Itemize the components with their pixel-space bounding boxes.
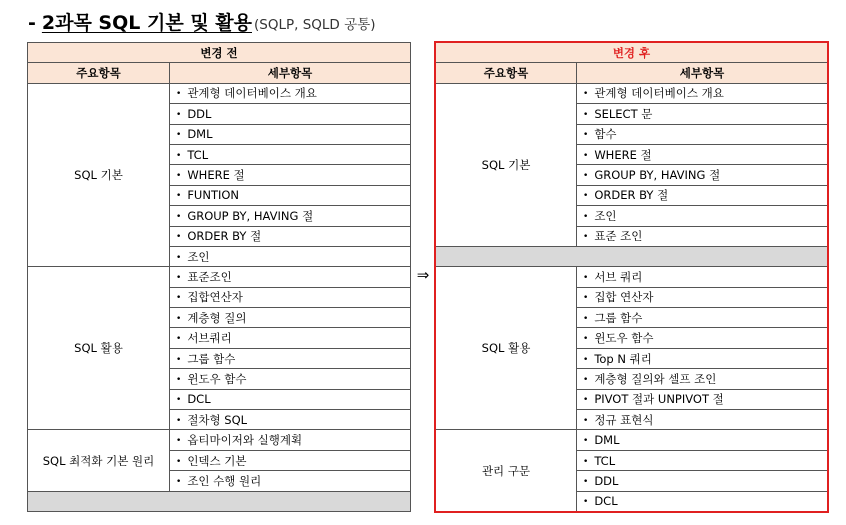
detail-item-cell: • 인덱스 기본: [170, 450, 411, 470]
detail-item-cell: • 그룹 함수: [170, 348, 411, 368]
column-header-main: 주요항목: [436, 63, 577, 83]
detail-item-cell: • GROUP BY, HAVING 절: [170, 206, 411, 226]
detail-item-cell: • 서브쿼리: [170, 328, 411, 348]
detail-item-cell: • DCL: [577, 491, 828, 511]
detail-item-cell: • 조인: [577, 206, 828, 226]
detail-item-cell: • 관계형 데이터베이스 개요: [577, 83, 828, 103]
detail-item-cell: • 옵티마이저와 실행계획: [170, 430, 411, 450]
detail-item-cell: • 윈도우 함수: [170, 369, 411, 389]
main-item-cell: SQL 기본: [28, 83, 170, 267]
detail-item-cell: • TCL: [170, 144, 411, 164]
column-header-main: 주요항목: [28, 63, 170, 83]
table-row: [28, 267, 411, 287]
detail-item-cell: • 집합연산자: [170, 287, 411, 307]
detail-item-cell: • 윈도우 함수: [577, 328, 828, 348]
column-header-row: [28, 63, 411, 83]
detail-item-cell: • SELECT 문: [577, 104, 828, 124]
detail-item-cell: • 서브 쿼리: [577, 267, 828, 287]
detail-item-cell: • TCL: [577, 450, 828, 470]
before-table: [27, 42, 411, 512]
column-header-row: [436, 63, 828, 83]
column-header-detail: 세부항목: [170, 63, 411, 83]
title-main: 2과목 SQL 기본 및 활용: [41, 12, 252, 34]
detail-item-cell: • WHERE 절: [170, 165, 411, 185]
detail-item-cell: • DML: [577, 430, 828, 450]
table-row: [436, 246, 828, 266]
detail-item-cell: • 함수: [577, 124, 828, 144]
main-item-cell: SQL 최적화 기본 원리: [28, 430, 170, 491]
main-item-cell: SQL 활용: [436, 267, 577, 430]
table-header-row: [436, 43, 828, 63]
after-table-title: 변경 후: [436, 43, 828, 63]
empty-gray-row: [436, 246, 828, 266]
main-item-cell: SQL 활용: [28, 267, 170, 430]
table-row: [436, 83, 828, 103]
detail-item-cell: • 표준 조인: [577, 226, 828, 246]
section-title: [28, 8, 375, 36]
change-arrow: ⇒: [416, 266, 430, 284]
detail-item-cell: • DML: [170, 124, 411, 144]
table-row: [28, 491, 411, 511]
detail-item-cell: • DDL: [170, 104, 411, 124]
detail-item-cell: • PIVOT 절과 UNPIVOT 절: [577, 389, 828, 409]
table-row: [436, 267, 828, 287]
detail-item-cell: • ORDER BY 절: [170, 226, 411, 246]
title-subtitle: (SQLP, SQLD 공통): [254, 17, 376, 33]
detail-item-cell: • DCL: [170, 389, 411, 409]
detail-item-cell: • 절차형 SQL: [170, 410, 411, 430]
table-row: [28, 83, 411, 103]
detail-item-cell: • 관계형 데이터베이스 개요: [170, 83, 411, 103]
detail-item-cell: • WHERE 절: [577, 144, 828, 164]
detail-item-cell: • 계층형 질의와 셀프 조인: [577, 369, 828, 389]
column-header-detail: 세부항목: [577, 63, 828, 83]
after-table: [435, 42, 828, 512]
table-header-row: [28, 43, 411, 63]
before-table-title: 변경 전: [28, 43, 411, 63]
detail-item-cell: • FUNTION: [170, 185, 411, 205]
table-row: [436, 430, 828, 450]
detail-item-cell: • 계층형 질의: [170, 308, 411, 328]
empty-gray-row: [28, 491, 411, 511]
detail-item-cell: • ORDER BY 절: [577, 185, 828, 205]
detail-item-cell: • GROUP BY, HAVING 절: [577, 165, 828, 185]
detail-item-cell: • 조인: [170, 246, 411, 266]
detail-item-cell: • Top N 쿼리: [577, 348, 828, 368]
main-item-cell: SQL 기본: [436, 83, 577, 246]
detail-item-cell: • 조인 수행 원리: [170, 471, 411, 491]
detail-item-cell: • 정규 표현식: [577, 410, 828, 430]
main-item-cell: 관리 구문: [436, 430, 577, 512]
detail-item-cell: • 표준조인: [170, 267, 411, 287]
title-dash: -: [28, 12, 36, 34]
detail-item-cell: • 그룹 함수: [577, 308, 828, 328]
detail-item-cell: • DDL: [577, 471, 828, 491]
detail-item-cell: • 집합 연산자: [577, 287, 828, 307]
table-row: [28, 430, 411, 450]
